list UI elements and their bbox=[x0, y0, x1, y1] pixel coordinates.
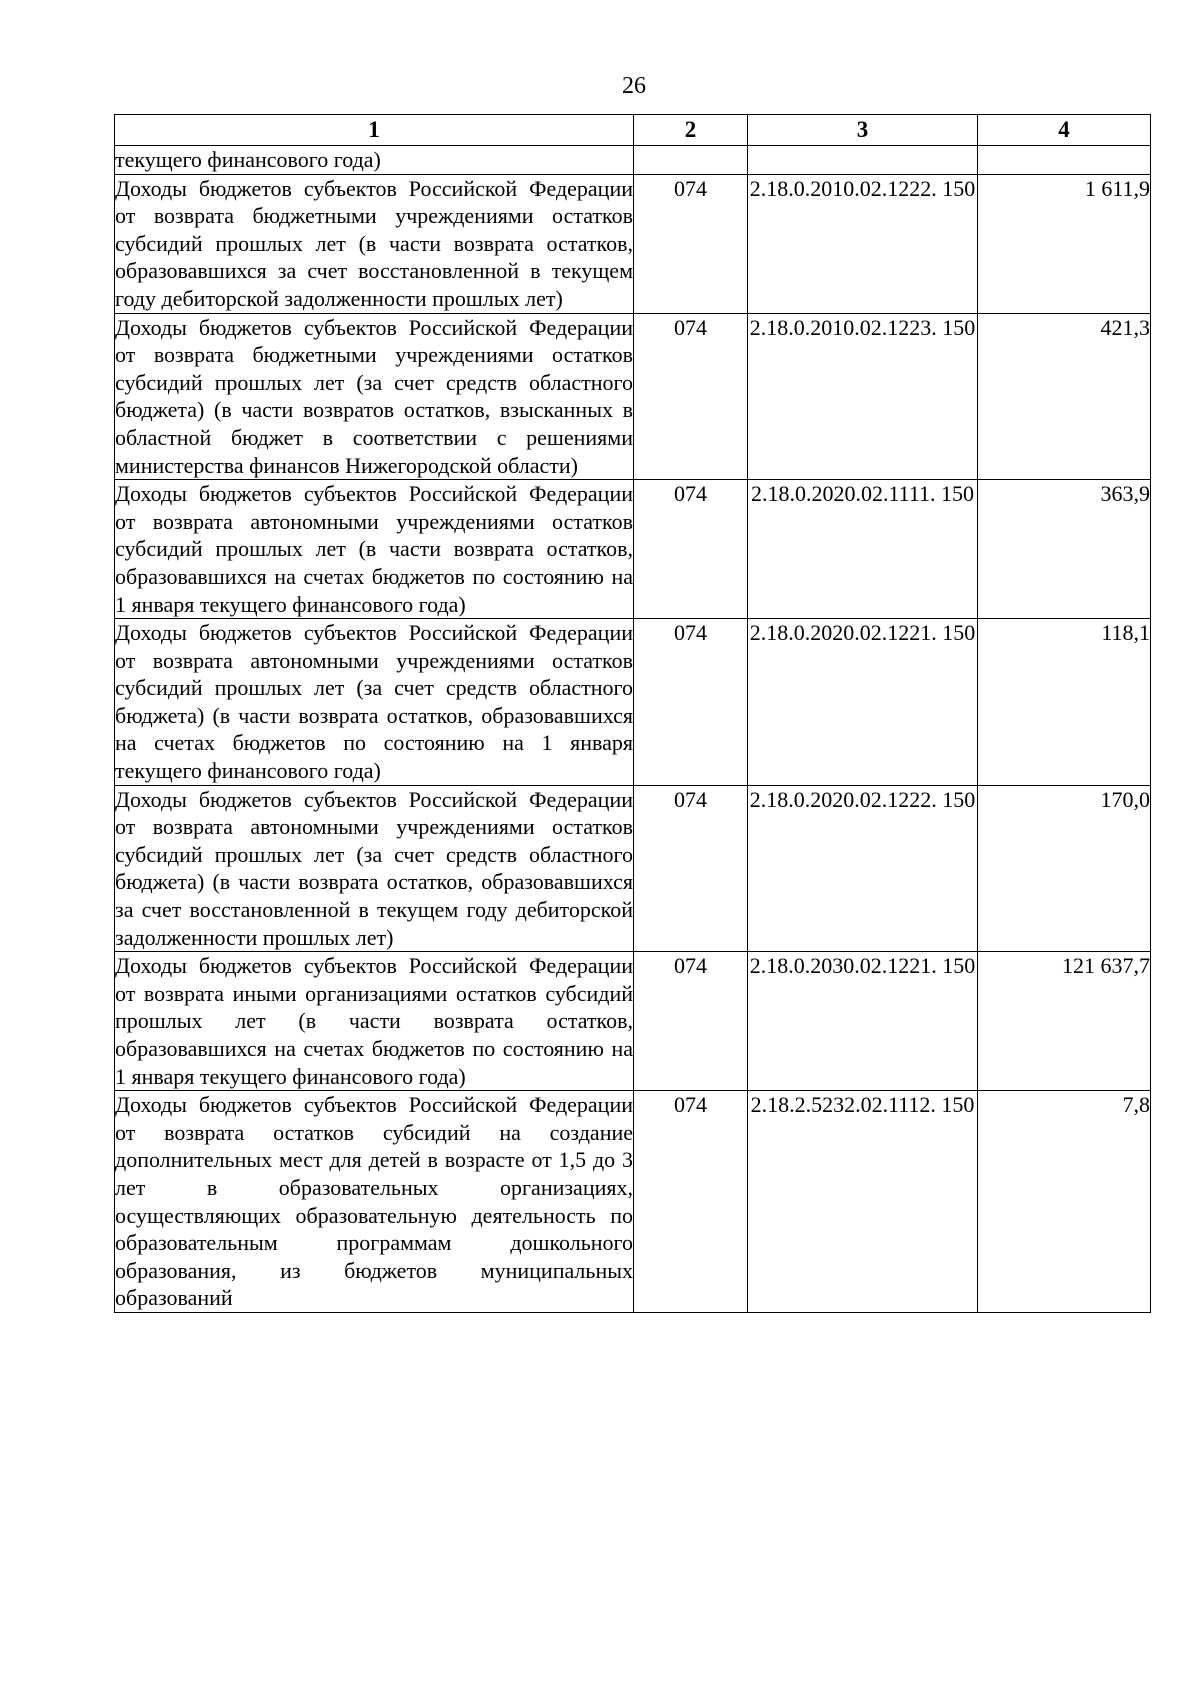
row-admin-code: 074 bbox=[634, 785, 748, 952]
row-description: Доходы бюджетов субъектов Российской Федерации от возврата автономными учреждениями остатков субсидий прошлых лет (за счет средств областного бюджета) (в части возврата остатков, образовавшихся за счет восстановленной в текущем году дебиторской задолженности прошлых лет) bbox=[115, 785, 634, 952]
row-amount: 7,8 bbox=[978, 1091, 1151, 1313]
row-budget-code: 2.18.0.2010.02.1222. 150 bbox=[748, 174, 978, 313]
row-admin-code: 074 bbox=[634, 1091, 748, 1313]
column-header-3: 3 bbox=[748, 115, 978, 146]
table-row bbox=[115, 952, 1151, 1091]
row-budget-code bbox=[748, 146, 978, 175]
table-row bbox=[115, 146, 1151, 175]
row-admin-code: 074 bbox=[634, 174, 748, 313]
table-row bbox=[115, 785, 1151, 952]
row-admin-code: 074 bbox=[634, 313, 748, 480]
column-header-4: 4 bbox=[978, 115, 1151, 146]
row-description: текущего финансового года) bbox=[115, 146, 634, 175]
row-description: Доходы бюджетов субъектов Российской Федерации от возврата бюджетными учреждениями остатков субсидий прошлых лет (за счет средств областного бюджета) (в части возвратов остатков, взысканных в областной бюджет в соответствии с решениями министерства финансов Нижегородской области) bbox=[115, 313, 634, 480]
row-amount: 121 637,7 bbox=[978, 952, 1151, 1091]
budget-table bbox=[114, 114, 1151, 1313]
row-amount: 170,0 bbox=[978, 785, 1151, 952]
row-budget-code: 2.18.2.5232.02.1112. 150 bbox=[748, 1091, 978, 1313]
row-admin-code: 074 bbox=[634, 619, 748, 786]
row-budget-code: 2.18.0.2020.02.1221. 150 bbox=[748, 619, 978, 786]
row-amount: 1 611,9 bbox=[978, 174, 1151, 313]
row-description: Доходы бюджетов субъектов Российской Федерации от возврата автономными учреждениями остатков субсидий прошлых лет (за счет средств областного бюджета) (в части возврата остатков, образовавшихся на счетах бюджетов по состоянию на 1 января текущего финансового года) bbox=[115, 619, 634, 786]
column-header-1: 1 bbox=[115, 115, 634, 146]
table-row bbox=[115, 1091, 1151, 1313]
row-budget-code: 2.18.0.2010.02.1223. 150 bbox=[748, 313, 978, 480]
row-description: Доходы бюджетов субъектов Российской Федерации от возврата остатков субсидий на создание дополнительных мест для детей в возрасте от 1,5 до 3 лет в образовательных организациях, осуществляющих образовательную деятельность по образовательным программам дошкольного образования, из бюджетов муниципальных образований bbox=[115, 1091, 634, 1313]
row-budget-code: 2.18.0.2020.02.1111. 150 bbox=[748, 480, 978, 619]
row-amount: 118,1 bbox=[978, 619, 1151, 786]
table-header-row bbox=[115, 115, 1151, 146]
row-description: Доходы бюджетов субъектов Российской Федерации от возврата бюджетными учреждениями остатков субсидий прошлых лет (в части возврата остатков, образовавшихся за счет восстановленной в текущем году дебиторской задолженности прошлых лет) bbox=[115, 174, 634, 313]
row-admin-code bbox=[634, 146, 748, 175]
row-description: Доходы бюджетов субъектов Российской Федерации от возврата автономными учреждениями остатков субсидий прошлых лет (в части возврата остатков, образовавшихся на счетах бюджетов по состоянию на 1 января текущего финансового года) bbox=[115, 480, 634, 619]
row-description: Доходы бюджетов субъектов Российской Федерации от возврата иными организациями остатков субсидий прошлых лет (в части возврата остатков, образовавшихся на счетах бюджетов по состоянию на 1 января текущего финансового года) bbox=[115, 952, 634, 1091]
row-admin-code: 074 bbox=[634, 480, 748, 619]
table-row bbox=[115, 174, 1151, 313]
column-header-2: 2 bbox=[634, 115, 748, 146]
page-number: 26 bbox=[622, 73, 646, 99]
row-budget-code: 2.18.0.2020.02.1222. 150 bbox=[748, 785, 978, 952]
row-amount: 421,3 bbox=[978, 313, 1151, 480]
table-row bbox=[115, 313, 1151, 480]
table-row bbox=[115, 619, 1151, 786]
row-budget-code: 2.18.0.2030.02.1221. 150 bbox=[748, 952, 978, 1091]
table-row bbox=[115, 480, 1151, 619]
row-amount: 363,9 bbox=[978, 480, 1151, 619]
row-admin-code: 074 bbox=[634, 952, 748, 1091]
row-amount bbox=[978, 146, 1151, 175]
